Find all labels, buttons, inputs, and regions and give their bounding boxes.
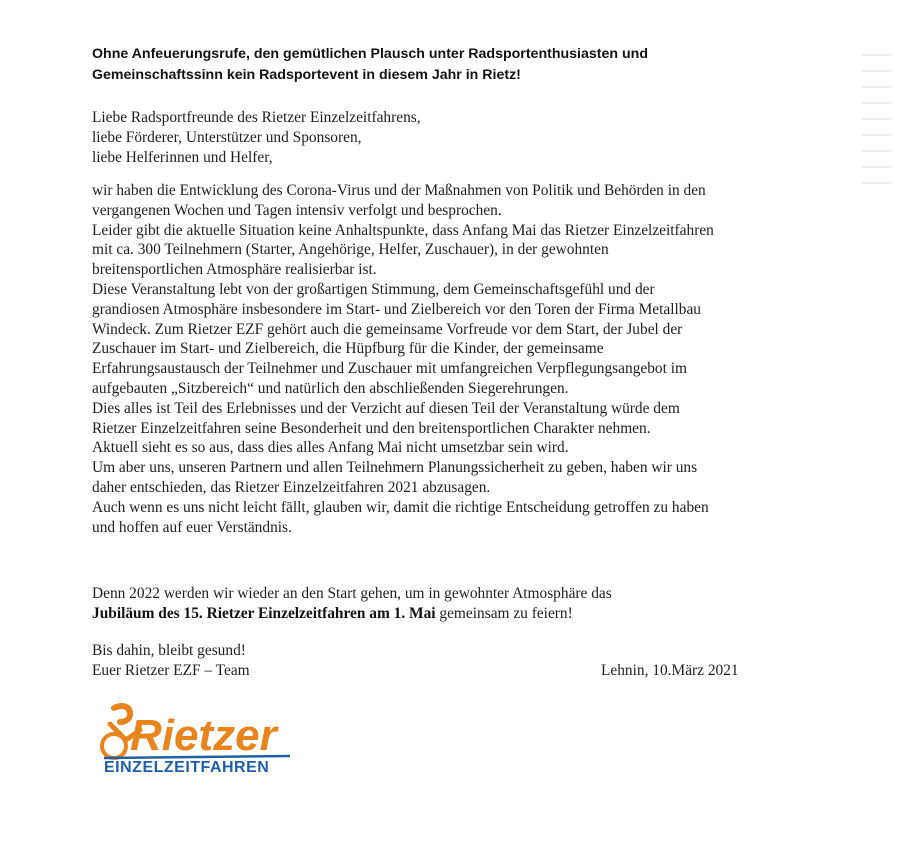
closing-tail: gemeinsam zu feiern! [435,604,573,622]
signoff-line-2: Euer Rietzer EZF – Team [92,661,250,679]
greeting-line: Liebe Radsportfreunde des Rietzer Einzelzeitfahrens, [92,109,421,126]
body-line: aufgebauten „Sitzbereich“ und natürlich den abschließenden Siegerehrungen. [92,379,569,397]
body-line: vergangenen Wochen und Tagen intensiv verfolgt und besprochen. [92,201,502,219]
body-line: Aktuell sieht es so aus, dass dies alles Anfang Mai nicht umsetzbar sein wird. [92,439,569,457]
greeting [92,108,812,167]
body-line: und hoffen auf euer Verständnis. [92,518,292,536]
rietzer-logo [100,702,300,778]
headline [92,44,852,86]
body-line: Diese Veranstaltung lebt von der großartigen Stimmung, dem Gemeinschaftsgefühl und der [92,280,655,298]
body-line: Auch wenn es uns nicht leicht fällt, glauben wir, damit die richtige Entscheidung getroffen zu haben [92,498,709,516]
anniversary-emphasis: Jubiläum des 15. Rietzer Einzelzeitfahren [92,604,370,622]
letter-date: Lehnin, 10.März 2021 [601,662,739,679]
letter-body [92,181,812,537]
headline-line-1: Ohne Anfeuerungsrufe, den gemütlichen Plausch unter Radsportenthusiasten und [92,46,648,62]
cyclist-logo-icon [100,702,300,778]
body-line: Windeck. Zum Rietzer EZF gehört auch die gemeinsame Vorfreude vor dem Start, der Jubel der [92,320,683,338]
greeting-line: liebe Förderer, Unterstützer und Sponsoren, [92,128,362,146]
body-line: Leider gibt die aktuelle Situation keine Anhaltspunkte, dass Anfang Mai das Rietzer Einzelzeitfahren [92,221,714,239]
body-line: Um aber uns, unseren Partnern und allen Teilnehmern Planungssicherheit zu geben, haben wir uns [92,459,698,477]
closing-paragraph [92,584,812,624]
signoff-line-1: Bis dahin, bleibt gesund! [92,642,246,659]
body-line: Rietzer Einzelzeitfahren seine Besonderheit und den breitensportlichen Charakter nehmen. [92,419,651,437]
headline-line-2: Gemeinschaftssinn kein Radsportevent in diesem Jahr in Rietz! [92,67,521,83]
greeting-line: liebe Helferinnen und Helfer, [92,148,273,166]
body-line: wir haben die Entwicklung des Corona-Virus und der Maßnahmen von Politik und Behörden in den [92,182,706,199]
closing-line-2 [92,604,812,624]
body-line: Erfahrungsaustausch der Teilnehmer und Zuschauer mit umfangreichen Verpflegungsangebot im [92,360,687,378]
body-line: Zuschauer im Start- und Zielbereich, die Hüpfburg für die Kinder, der gemeinsame [92,340,604,358]
body-line: Dies alles ist Teil des Erlebnisses und der Verzicht auf diesen Teil der Veranstaltung würde dem [92,399,680,417]
body-line: breitensportlichen Atmosphäre realisierbar ist. [92,261,377,279]
body-line: mit ca. 300 Teilnehmern (Starter, Angehörige, Helfer, Zuschauer), in der gewohnten [92,241,609,259]
logo-wordmark: Rietzer [130,711,277,760]
logo-tagline: EINZELZEITFAHREN [104,759,270,776]
bleed-through-shadow [862,40,892,340]
closing-line-1: Denn 2022 werden wir wieder an den Start gehen, um in gewohnter Atmosphäre das [92,585,612,602]
body-line: daher entschieden, das Rietzer Einzelzeitfahren 2021 abzusagen. [92,478,491,496]
body-line: grandiosen Atmosphäre insbesondere im Start- und Zielbereich vor den Toren der Firma Metallbau [92,300,701,318]
date-emphasis: am 1. Mai [369,604,436,622]
